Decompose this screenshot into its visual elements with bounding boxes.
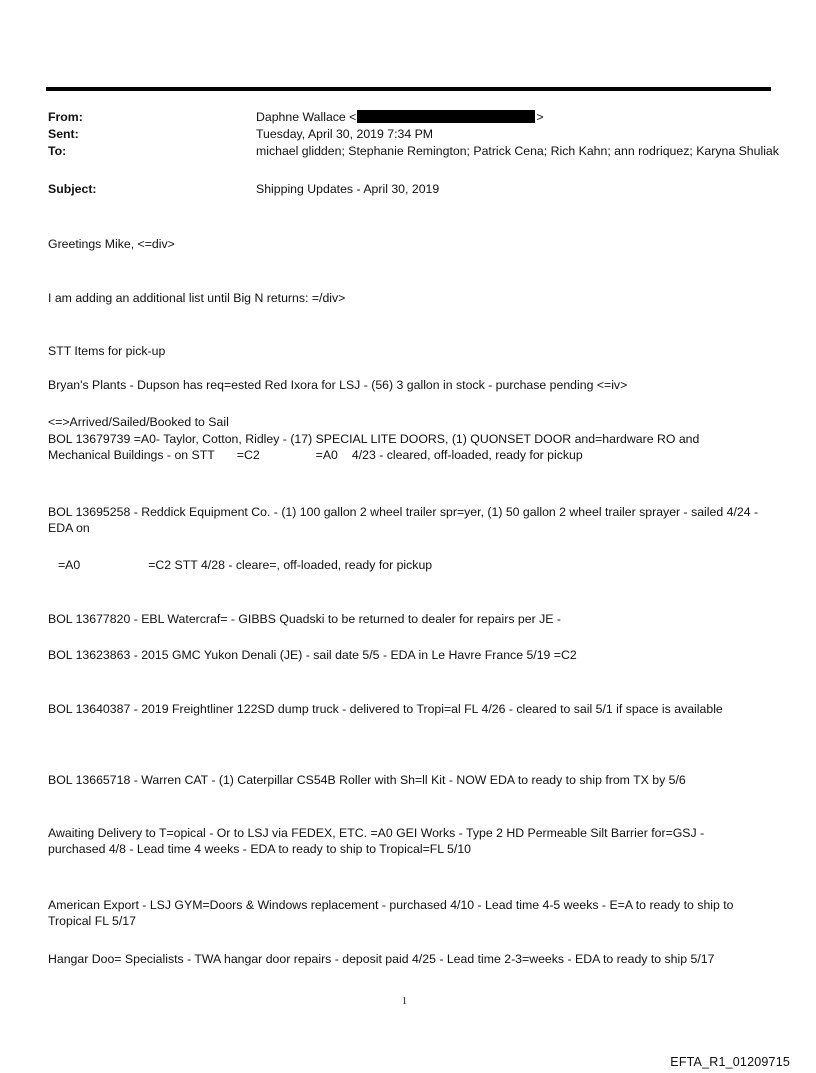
from-tail: > bbox=[536, 110, 544, 124]
redaction-block bbox=[357, 110, 535, 123]
from-name: Daphne Wallace < bbox=[256, 110, 357, 124]
item-bol-13640387: BOL 13640387 - 2019 Freightliner 122SD dump truck - delivered to Tropi=al FL 4/26 - cleared to sail 5/1 if space is available bbox=[48, 702, 723, 716]
subject-label: Subject: bbox=[48, 182, 97, 196]
bol-13695258-status-text: =C2 STT 4/28 - cleare=, off-loaded, ready for pickup bbox=[148, 558, 433, 572]
bol-13695258-code-a0: =A0 bbox=[58, 558, 81, 572]
from-label: From: bbox=[48, 110, 83, 124]
item-american-export: American Export - LSJ GYM=Doors & Windows replacement - purchased 4/10 - Lead time 4-5 weeks - E=A to ready to ship to Tropical FL 5/17 bbox=[48, 898, 734, 928]
intro-line: I am adding an additional list until Big N returns: =/div> bbox=[48, 291, 346, 305]
item-hangar-door: Hangar Doo= Specialists - TWA hangar door repairs - deposit paid 4/25 - Lead time 2-3=weeks - EDA to ready to ship 5/17 bbox=[48, 952, 715, 966]
item-awaiting-delivery: Awaiting Delivery to T=opical - Or to LSJ via FEDEX, ETC. =A0 GEI Works - Type 2 HD Permeable Silt Barrier for=GSJ - purchased 4/8 - Lead time 4 weeks - EDA to ready to ship to Tropical=FL 5/10 bbox=[48, 826, 705, 856]
section-heading: STT Items for pick-up bbox=[48, 344, 166, 358]
item-bol-13679739 bbox=[48, 431, 763, 463]
document-id: EFTA_R1_01209715 bbox=[670, 1055, 790, 1069]
item-bol-13623863: BOL 13623863 - 2015 GMC Yukon Denali (JE) - sail date 5/5 - EDA in Le Havre France 5/19 =C2 bbox=[48, 648, 577, 662]
sent-value: Tuesday, April 30, 2019 7:34 PM bbox=[256, 127, 434, 141]
item-bol-13677820: BOL 13677820 - EBL Watercraf= - GIBBS Quadski to be returned to dealer for repairs per JE - bbox=[48, 612, 561, 626]
bol-13679739-status: 4/23 - cleared, off-loaded, ready for pickup bbox=[351, 448, 583, 462]
bol-13679739-code-c2: =C2 bbox=[236, 448, 260, 462]
item-bryans-plants: Bryan's Plants - Dupson has req=ested Red Ixora for LSJ - (56) 3 gallon in stock - purchase pending <=iv> bbox=[48, 378, 628, 392]
arrived-heading: <=>Arrived/Sailed/Booked to Sail bbox=[48, 415, 229, 429]
sent-label: Sent: bbox=[48, 127, 79, 141]
bol-13679739-text: BOL 13679739 =A0- Taylor, Cotton, Ridley - (17) SPECIAL LITE DOORS, (1) QUONSET DOOR and=hardware RO and Mechanical Buildings - on STT bbox=[48, 432, 700, 462]
from-value bbox=[256, 109, 781, 125]
to-label: To: bbox=[48, 144, 67, 158]
header-rule bbox=[46, 87, 771, 91]
item-bol-13665718: BOL 13665718 - Warren CAT - (1) Caterpillar CS54B Roller with Sh=ll Kit - NOW EDA to ready to ship from TX by 5/6 bbox=[48, 773, 686, 787]
item-bol-13695258-status bbox=[58, 557, 773, 573]
bol-13679739-code-a0: =A0 bbox=[315, 448, 338, 462]
subject-value: Shipping Updates - April 30, 2019 bbox=[256, 182, 440, 196]
item-bol-13695258: BOL 13695258 - Reddick Equipment Co. - (1) 100 gallon 2 wheel trailer spr=yer, (1) 50 gallon 2 wheel trailer sprayer - sailed 4/24 - EDA on bbox=[48, 505, 759, 535]
greeting: Greetings Mike, <=div> bbox=[48, 237, 175, 251]
to-value: michael glidden; Stephanie Remington; Patrick Cena; Rich Kahn; ann rodriquez; Karyna Shuliak bbox=[256, 144, 779, 158]
page-number: 1 bbox=[402, 996, 407, 1007]
